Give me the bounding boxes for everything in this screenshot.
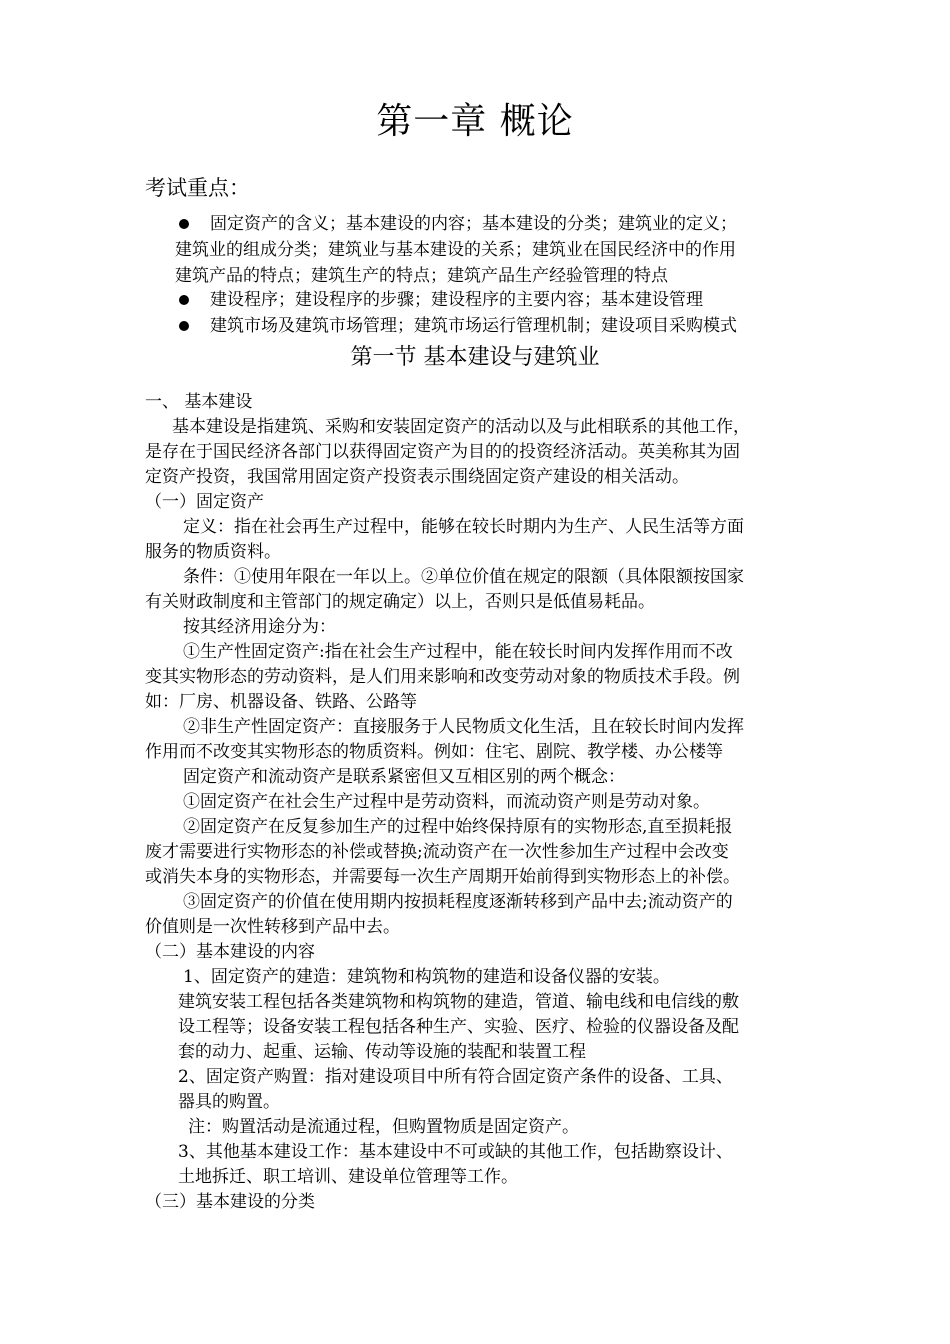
paragraph-line: 基本建设是指建筑、采购和安装固定资产的活动以及与此相联系的其他工作，	[172, 417, 750, 437]
heading-basic-construction: 一、 基本建设	[145, 392, 253, 412]
paragraph-line: ②非生产性固定资产：直接服务于人民物质文化生活，且在较长时间内发挥	[183, 717, 744, 737]
paragraph-line: 有关财政制度和主管部门的规定确定）以上，否则只是低值易耗品。	[145, 592, 655, 612]
paragraph-line: ③固定资产的价值在使用期内按损耗程度逐渐转移到产品中去;流动资产的	[183, 892, 733, 912]
paragraph-line: ②固定资产在反复参加生产的过程中始终保持原有的实物形态,直至损耗报	[183, 817, 733, 837]
exam-focus-line: 建筑业的组成分类；建筑业与基本建设的关系；建筑业在国民经济中的作用	[175, 240, 736, 260]
exam-focus-heading: 考试重点：	[145, 176, 250, 200]
exam-focus-line: 建筑市场及建筑市场管理；建筑市场运行管理机制；建设项目采购模式	[210, 316, 737, 336]
paragraph-line: 价值则是一次性转移到产品中去。	[145, 917, 400, 937]
paragraph-line: 变其实物形态的劳动资料，是人们用来影响和改变劳动对象的物质技术手段。例	[145, 667, 740, 687]
bullet-dot-icon	[179, 219, 189, 229]
paragraph-line: 服务的物质资料。	[145, 542, 281, 562]
section-title: 第一节 基本建设与建筑业	[350, 345, 600, 370]
bullet-dot-icon	[179, 295, 189, 305]
paragraph-line: 设工程等；设备安装工程包括各种生产、实验、医疗、检验的仪器设备及配	[178, 1017, 739, 1037]
paragraph-line: 器具的购置。	[178, 1092, 280, 1112]
subheading-fixed-assets: （一）固定资产	[145, 492, 264, 512]
paragraph-line: 按其经济用途分为：	[183, 617, 336, 637]
paragraph-line: ①生产性固定资产:指在社会生产过程中，能在较长时间内发挥作用而不改	[183, 642, 733, 662]
paragraph-line: 1、固定资产的建造：建筑物和构筑物的建造和设备仪器的安装。	[183, 967, 670, 987]
paragraph-line: 注：购置活动是流通过程，但购置物质是固定资产。	[188, 1117, 579, 1137]
paragraph-line: 土地拆迁、职工培训、建设单位管理等工作。	[178, 1167, 518, 1187]
subheading-construction-content: （二）基本建设的内容	[145, 942, 315, 962]
paragraph-line: 作用而不改变其实物形态的物质资料。例如：住宅、剧院、教学楼、办公楼等	[145, 742, 723, 762]
bullet-dot-icon	[179, 321, 189, 331]
exam-focus-line: 建筑产品的特点；建筑生产的特点；建筑产品生产经验管理的特点	[175, 266, 668, 286]
chapter-title: 第一章 概论	[376, 101, 574, 142]
exam-focus-line: 固定资产的含义；基本建设的内容；基本建设的分类；建筑业的定义；	[210, 214, 737, 234]
paragraph-line: 如：厂房、机器设备、铁路、公路等	[145, 692, 417, 712]
paragraph-line: 定义：指在社会再生产过程中，能够在较长时期内为生产、人民生活等方面	[183, 517, 744, 537]
paragraph-line: ①固定资产在社会生产过程中是劳动资料，而流动资产则是劳动对象。	[183, 792, 710, 812]
paragraph-line: 2、固定资产购置：指对建设项目中所有符合固定资产条件的设备、工具、	[178, 1067, 733, 1087]
paragraph-line: 套的动力、起重、运输、传动等设施的装配和装置工程	[178, 1042, 586, 1062]
exam-focus-line: 建设程序；建设程序的步骤；建设程序的主要内容；基本建设管理	[210, 290, 703, 310]
paragraph-line: 是存在于国民经济各部门以获得固定资产为目的的投资经济活动。英美称其为固	[145, 442, 740, 462]
paragraph-line: 或消失本身的实物形态，并需要每一次生产周期开始前得到实物形态上的补偿。	[145, 867, 740, 887]
paragraph-line: 定资产投资，我国常用固定资产投资表示围绕固定资产建设的相关活动。	[145, 467, 689, 487]
paragraph-line: 3、其他基本建设工作：基本建设中不可或缺的其他工作，包括勘察设计、	[178, 1142, 733, 1162]
paragraph-line: 固定资产和流动资产是联系紧密但又互相区别的两个概念：	[183, 767, 625, 787]
paragraph-line: 建筑安装工程包括各类建筑物和构筑物的建造，管道、输电线和电信线的敷	[178, 992, 739, 1012]
subheading-construction-classification: （三）基本建设的分类	[145, 1192, 315, 1212]
paragraph-line: 废才需要进行实物形态的补偿或替换;流动资产在一次性参加生产过程中会改变	[145, 842, 729, 862]
paragraph-line: 条件：①使用年限在一年以上。②单位价值在规定的限额（具体限额按国家	[183, 567, 744, 587]
